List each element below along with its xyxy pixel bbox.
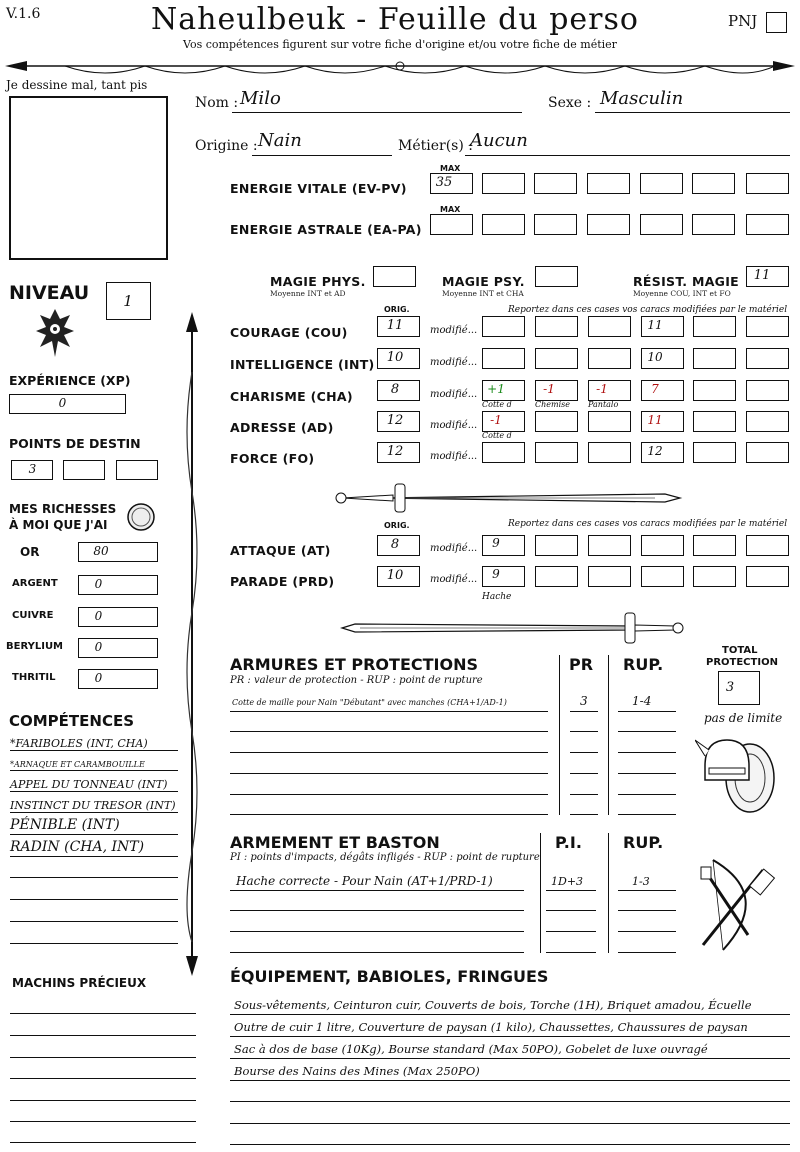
ea-box[interactable] xyxy=(746,214,789,235)
money-berylium-label: BERYLIUM xyxy=(6,641,64,652)
dragon-icon xyxy=(30,305,80,363)
experience-value: 0 xyxy=(58,396,67,410)
carac-mod-box[interactable] xyxy=(693,411,736,432)
ev-box[interactable] xyxy=(640,173,683,194)
money-thritil-label: THRITIL xyxy=(12,672,56,683)
helmet-shield-icon xyxy=(695,728,780,818)
carac-mod-box[interactable] xyxy=(746,442,789,463)
richesses-label-1: MES RICHESSES xyxy=(9,502,117,516)
equipement-line[interactable]: Sac à dos de base (10Kg), Bourse standard (Max 50PO), Gobelet de luxe ouvragé xyxy=(234,1042,708,1056)
money-berylium-value: 0 xyxy=(94,640,103,654)
carac-mod-box[interactable] xyxy=(746,380,789,401)
page-subtitle: Vos compétences figurent sur votre fiche d'origine et/ou votre fiche de métier xyxy=(183,38,617,51)
combat-orig-value: 10 xyxy=(386,568,404,583)
carac-mod-note: Cotte d xyxy=(482,400,512,409)
combat-label: PARADE (PRD) xyxy=(230,574,335,589)
destin-label: POINTS DE DESTIN xyxy=(9,436,141,451)
ev-box[interactable] xyxy=(746,173,789,194)
carac-mod-value: -1 xyxy=(596,382,608,396)
money-or-label: OR xyxy=(20,545,40,559)
spear-icon xyxy=(180,312,204,976)
carac-mod-box[interactable] xyxy=(482,442,525,463)
version-label: V.1.6 xyxy=(6,6,41,22)
pr-header: PR xyxy=(569,655,594,674)
combat-mod-box[interactable] xyxy=(588,535,631,556)
destin-value: 3 xyxy=(28,462,37,476)
resist-magie-value: 11 xyxy=(753,268,771,283)
arme-name[interactable]: Hache correcte - Pour Nain (AT+1/PRD-1) xyxy=(236,874,493,888)
carac-mod-value: -1 xyxy=(543,382,555,396)
carac-mod-box[interactable] xyxy=(535,316,578,337)
carac-mod-note: Pantalo xyxy=(588,400,619,409)
carac-orig-value: 8 xyxy=(390,382,400,397)
armures-sub: PR : valeur de protection - RUP : point de rupture xyxy=(230,675,483,686)
weapons-icon xyxy=(693,855,783,955)
origine-value[interactable]: Nain xyxy=(258,130,302,151)
ev-box[interactable] xyxy=(692,173,735,194)
carac-mod-value: +1 xyxy=(487,382,505,396)
armement-title: ARMEMENT ET BASTON xyxy=(230,833,440,852)
carac-label: FORCE (FO) xyxy=(230,451,315,466)
modifie-label: modifié... xyxy=(430,451,478,462)
combat-mod-box[interactable] xyxy=(641,535,684,556)
combat-label: ATTAQUE (AT) xyxy=(230,543,331,558)
competence-item[interactable]: *FARIBOLES (INT, CHA) xyxy=(10,737,148,750)
carac-mod-box[interactable] xyxy=(746,348,789,369)
carac-label: COURAGE (COU) xyxy=(230,325,348,340)
nom-value[interactable]: Milo xyxy=(240,88,281,109)
combat-mod-box[interactable] xyxy=(746,535,789,556)
carac-mod-box[interactable] xyxy=(693,380,736,401)
combat-mod-box[interactable] xyxy=(535,566,578,587)
magie-phys-sub: Moyenne INT et AD xyxy=(270,289,346,298)
combat-mod-box[interactable] xyxy=(535,535,578,556)
combat-mod-box[interactable] xyxy=(641,566,684,587)
sexe-value[interactable]: Masculin xyxy=(600,88,684,109)
carac-mod-value: 7 xyxy=(651,382,659,396)
carac-mod-box[interactable] xyxy=(482,348,525,369)
carac-orig-value: 11 xyxy=(386,318,404,333)
carac-mod-box[interactable] xyxy=(746,411,789,432)
competence-item[interactable]: APPEL DU TONNEAU (INT) xyxy=(10,778,168,791)
ev-box[interactable] xyxy=(482,173,525,194)
money-argent-label: ARGENT xyxy=(12,578,58,589)
protection-limit-note: pas de limite xyxy=(704,711,783,725)
sword-icon xyxy=(340,610,685,646)
sexe-label: Sexe : xyxy=(548,95,592,111)
pnj-checkbox[interactable] xyxy=(766,12,787,33)
modifie-label: modifié... xyxy=(430,325,478,336)
ev-box[interactable] xyxy=(534,173,577,194)
ev-value: 35 xyxy=(435,175,453,190)
modifie-label: modifié... xyxy=(430,357,478,368)
machins-label: MACHINS PRÉCIEUX xyxy=(12,976,147,990)
destin-box[interactable] xyxy=(63,460,105,480)
equipement-title: ÉQUIPEMENT, BABIOLES, FRINGUES xyxy=(230,967,549,986)
money-cuivre-label: CUIVRE xyxy=(12,610,54,621)
richesses-label-2: À MOI QUE J'AI xyxy=(9,518,108,532)
magie-psy-label: MAGIE PSY. xyxy=(442,274,525,289)
origine-label: Origine : xyxy=(195,138,258,154)
carac-orig-value: 12 xyxy=(386,413,404,428)
magie-psy-sub: Moyenne INT et CHA xyxy=(442,289,524,298)
niveau-label: NIVEAU xyxy=(9,282,90,304)
pi-header: P.I. xyxy=(555,833,582,852)
carac-mod-value: -1 xyxy=(490,413,502,427)
magie-phys-label: MAGIE PHYS. xyxy=(270,274,366,289)
pnj-label: PNJ xyxy=(728,12,758,30)
combat-note: Reportez dans ces cases vos caracs modifiées par le matériel xyxy=(508,519,788,529)
carac-label: ADRESSE (AD) xyxy=(230,420,334,435)
metier-value[interactable]: Aucun xyxy=(470,130,528,151)
coin-icon xyxy=(126,502,156,532)
money-or-value: 80 xyxy=(93,544,109,558)
carac-mod-value: 11 xyxy=(647,413,663,427)
carac-mod-box[interactable] xyxy=(482,316,525,337)
combat-mod-box[interactable] xyxy=(746,566,789,587)
carac-mod-note: Cotte d xyxy=(482,431,512,440)
carac-mod-note: Chemise xyxy=(535,400,570,409)
carac-mod-value: 11 xyxy=(647,318,663,332)
competence-item[interactable]: RADIN (CHA, INT) xyxy=(10,839,145,855)
combat-orig-value: 8 xyxy=(390,537,400,552)
carac-mod-value: 10 xyxy=(647,350,663,364)
combat-under-note: Hache xyxy=(482,592,512,602)
metier-label: Métier(s) : xyxy=(398,138,473,154)
rup-header: RUP. xyxy=(623,655,664,674)
carac-mod-box[interactable] xyxy=(693,348,736,369)
competence-item[interactable]: *ARNAQUE ET CARAMBOUILLE xyxy=(10,760,145,769)
combat-mod-value: 9 xyxy=(492,567,500,581)
carac-orig-value: 12 xyxy=(386,444,404,459)
ea-box[interactable] xyxy=(640,214,683,235)
ea-max-box[interactable] xyxy=(430,214,473,235)
money-thritil-value: 0 xyxy=(94,671,103,685)
ev-box[interactable] xyxy=(587,173,630,194)
resist-magie-sub: Moyenne COU, INT et FO xyxy=(633,289,731,298)
caracs-note: Reportez dans ces cases vos caracs modifiées par le matériel xyxy=(508,305,788,315)
ea-box[interactable] xyxy=(587,214,630,235)
carac-mod-box[interactable] xyxy=(535,348,578,369)
arme-rup[interactable]: 1-3 xyxy=(632,875,650,888)
carac-mod-box[interactable] xyxy=(535,442,578,463)
carac-mod-box[interactable] xyxy=(693,442,736,463)
armure-pr[interactable]: 3 xyxy=(580,694,588,708)
equipement-line[interactable]: Sous-vêtements, Ceinturon cuir, Couverts de bois, Torche (1H), Briquet amadou, Écuelle xyxy=(234,998,752,1012)
magie-phys-box[interactable] xyxy=(373,266,416,287)
ea-box[interactable] xyxy=(692,214,735,235)
resist-magie-label: RÉSIST. MAGIE xyxy=(633,274,740,289)
arme-pi[interactable]: 1D+3 xyxy=(551,875,584,888)
experience-label: EXPÉRIENCE (XP) xyxy=(9,373,131,388)
ea-box[interactable] xyxy=(534,214,577,235)
carac-label: CHARISME (CHA) xyxy=(230,389,353,404)
magie-psy-box[interactable] xyxy=(535,266,578,287)
nom-label: Nom : xyxy=(195,95,239,111)
modifie-label: modifié... xyxy=(430,543,478,554)
modifie-label: modifié... xyxy=(430,574,478,585)
carac-orig-value: 10 xyxy=(386,350,404,365)
competences-label: COMPÉTENCES xyxy=(9,712,135,730)
modifie-label: modifié... xyxy=(430,389,478,400)
carac-mod-value: 12 xyxy=(647,444,663,458)
sword-icon xyxy=(335,480,685,516)
money-argent-value: 0 xyxy=(94,577,103,591)
combat-mod-value: 9 xyxy=(492,536,500,550)
portrait-frame[interactable] xyxy=(9,96,168,260)
carac-mod-box[interactable] xyxy=(746,316,789,337)
total-protection-label-2: PROTECTION xyxy=(706,657,778,668)
rup-header: RUP. xyxy=(623,833,664,852)
niveau-value: 1 xyxy=(123,292,133,310)
carac-mod-box[interactable] xyxy=(588,348,631,369)
carac-mod-box[interactable] xyxy=(693,316,736,337)
armure-rup[interactable]: 1-4 xyxy=(632,694,652,708)
armure-name[interactable]: Cotte de maille pour Nain "Débutant" avec manches (CHA+1/AD-1) xyxy=(232,698,507,707)
modifie-label: modifié... xyxy=(430,420,478,431)
page-title: Naheulbeuk - Feuille du perso xyxy=(151,2,639,37)
equipement-line[interactable]: Bourse des Nains des Mines (Max 250PO) xyxy=(234,1064,480,1078)
money-cuivre-value: 0 xyxy=(94,609,103,623)
equipement-line[interactable]: Outre de cuir 1 litre, Couverture de paysan (1 kilo), Chaussettes, Chaussures de paysan xyxy=(234,1020,748,1034)
portrait-caption: Je dessine mal, tant pis xyxy=(6,78,148,92)
orig-label: ORIG. xyxy=(384,521,410,530)
carac-mod-box[interactable] xyxy=(588,316,631,337)
destin-box[interactable] xyxy=(116,460,158,480)
ea-label: ENERGIE ASTRALE (EA-PA) xyxy=(230,222,422,237)
competence-item[interactable]: PÉNIBLE (INT) xyxy=(10,817,120,833)
ea-box[interactable] xyxy=(482,214,525,235)
orig-label: ORIG. xyxy=(384,305,410,314)
carac-label: INTELLIGENCE (INT) xyxy=(230,357,375,372)
competence-item[interactable]: INSTINCT DU TRESOR (INT) xyxy=(10,799,176,812)
combat-mod-box[interactable] xyxy=(693,535,736,556)
combat-mod-box[interactable] xyxy=(588,566,631,587)
armures-title: ARMURES ET PROTECTIONS xyxy=(230,655,478,674)
total-protection-value: 3 xyxy=(725,680,735,695)
total-protection-label-1: TOTAL xyxy=(722,645,758,656)
ev-label: ENERGIE VITALE (EV-PV) xyxy=(230,181,407,196)
carac-mod-box[interactable] xyxy=(588,411,631,432)
armement-sub: PI : points d'impacts, dégâts infligés - RUP : point de rupture xyxy=(230,852,540,863)
carac-mod-box[interactable] xyxy=(535,411,578,432)
combat-mod-box[interactable] xyxy=(693,566,736,587)
max-label: MAX xyxy=(440,164,461,173)
max-label: MAX xyxy=(440,205,461,214)
carac-mod-box[interactable] xyxy=(588,442,631,463)
